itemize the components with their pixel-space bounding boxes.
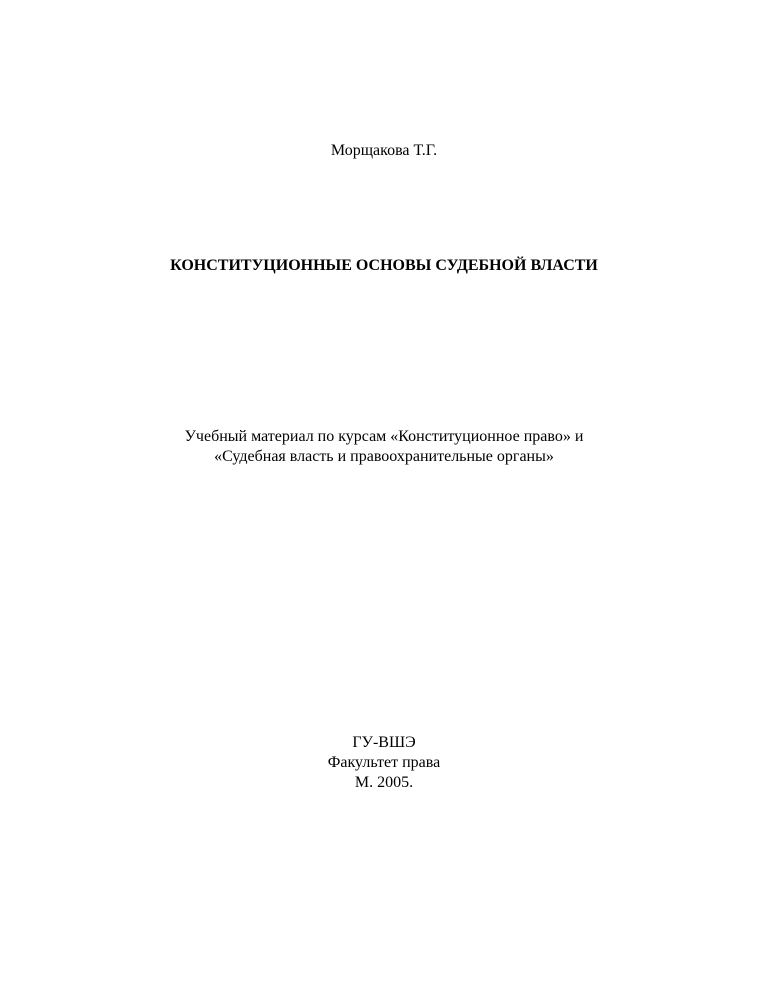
subtitle-line-1: Учебный материал по курсам «Конституционное право» и [184,428,584,445]
publisher-line-2: Факультет права [327,754,441,771]
subtitle-line-2: «Судебная власть и правоохранительные органы» [214,448,554,465]
author-name: Морщакова Т.Г. [330,142,438,159]
document-title: КОНСТИТУЦИОННЫЕ ОСНОВЫ СУДЕБНОЙ ВЛАСТИ [170,257,598,274]
publisher-line-1: ГУ-ВШЭ [352,734,416,751]
publisher-line-3: М. 2005. [354,774,414,791]
